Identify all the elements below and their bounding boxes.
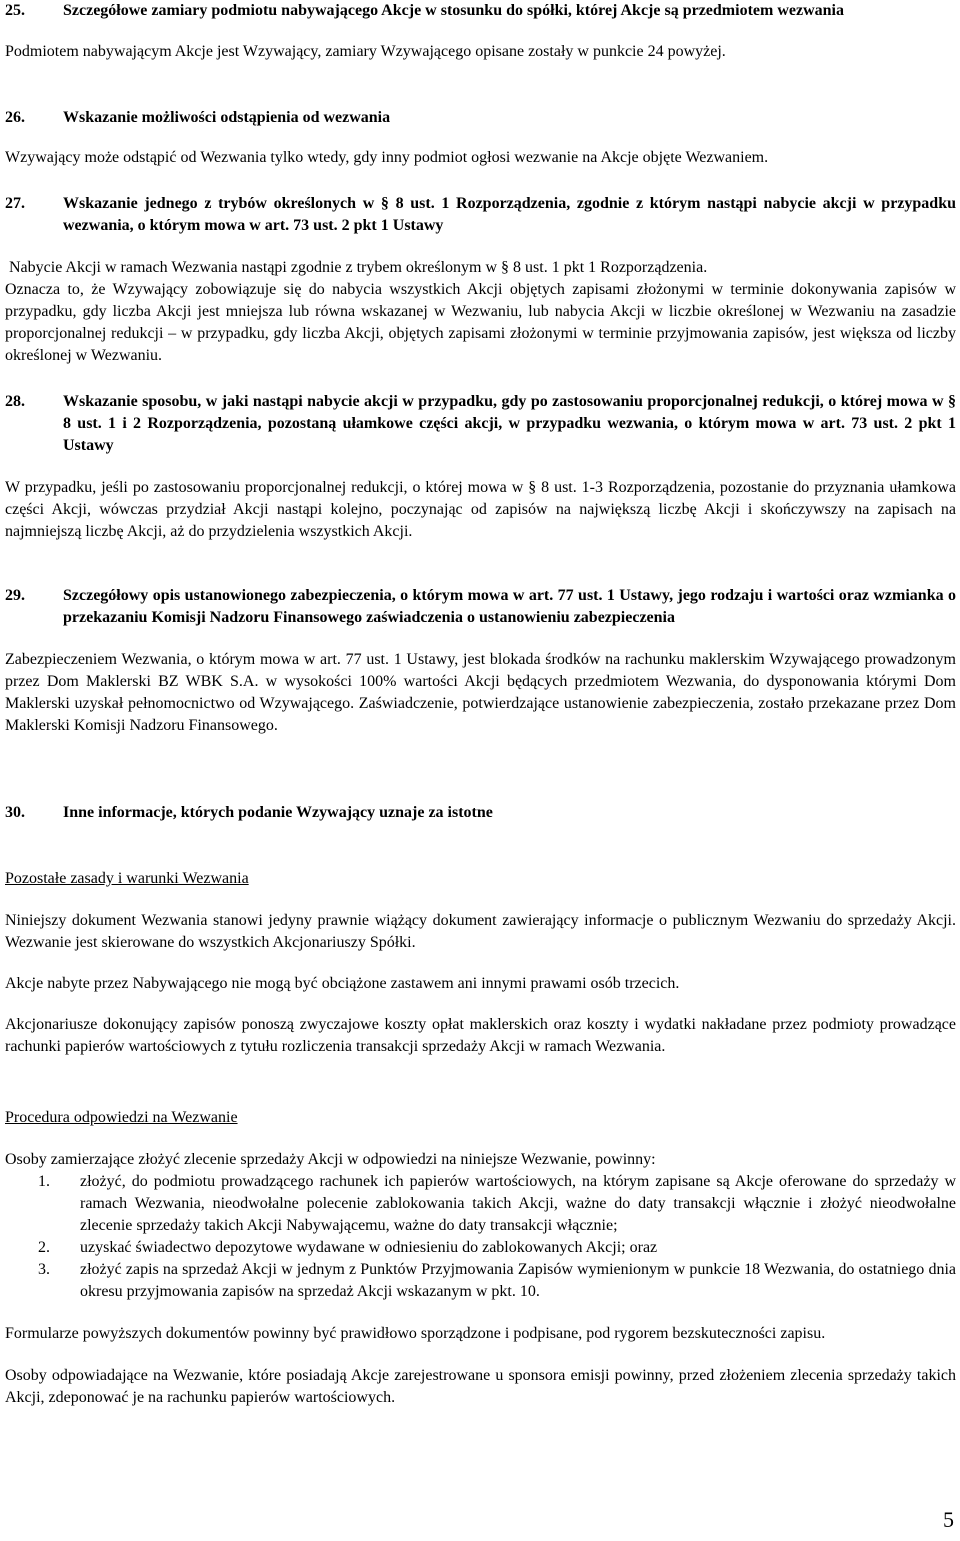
procedure-paragraph: Osoby odpowiadające na Wezwanie, które posiadają Akcje zarejestrowane u sponsora emisji powinny, przed złożeniem zlecenia sprzedaży takich Akcji, zdeponować je na rachunku papierów wartościowych. <box>5 1367 956 1406</box>
list-item-text: złożyć zapis na sprzedaż Akcji w jednym z Punktów Przyjmowania Zapisów wymienionym w punkcie 18 Wezwania, do ostatniego dnia okresu przyjmowania zapisów na sprzedaż Akcji wskazanym w pkt. 10. <box>80 1261 956 1300</box>
procedure <box>5 1107 956 1409</box>
section-28-body: W przypadku, jeśli po zastosowaniu proporcjonalnej redukcji, o której mowa w § 8 ust. 1-3 Rozporządzenia, pozostanie do przyznania ułamkowa części Akcji, wówczas przydział Akcji nastąpi kolejno, poczynając od zapisów na największą liczbę Akcji i skończywszy na zapisach na najmniejszą liczbę Akcji, aż do przydzielenia wszystkich Akcji. <box>5 479 956 540</box>
section-number: 28. <box>5 393 25 410</box>
other-terms-paragraph: Akcje nabyte przez Nabywającego nie mogą być obciążone zastawem ani innymi prawami osób trzecich. <box>5 975 680 992</box>
other-terms-paragraph: Akcjonariusze dokonujący zapisów ponoszą zwyczajowe koszty opłat maklerskich oraz koszty i wydatki nakładane przez podmioty prowadzące rachunki papierów wartościowych z tytułu rozliczenia transakcji sprzedaży Akcji w ramach Wezwania. <box>5 1016 956 1055</box>
section-title: Wskazanie sposobu, w jaki nastąpi nabycie akcji w przypadku, gdy po zastosowaniu proporcjonalnej redukcji, o której mowa w § 8 ust. 1 i 2 Rozporządzenia, pozostaną ułamkowe części akcji, w przypadku wezwania, o którym mowa w art. 73 ust. 2 pkt 1 Ustawy <box>63 393 956 454</box>
section-27-body: Oznacza to, że Wzywający zobowiązuje się do nabycia wszystkich Akcji objętych zapisami złożonymi w terminie dokonywania zapisów w przypadku, gdy liczba Akcji jest mniejsza lub równa wskazanej w Wezwaniu, lub nabycia Akcji w liczbie określonej w Wezwaniu na zasadzie proporcjonalnej redukcji – w przypadku, gdy liczba Akcji, objętych zapisami złożonymi w terminie przyjmowania zapisów, jest większa od liczby określonej w Wezwaniu. <box>5 281 956 364</box>
section-title: Inne informacje, których podanie Wzywający uznaje za istotne <box>63 804 493 821</box>
section-28 <box>5 391 956 543</box>
section-title: Szczegółowy opis ustanowionego zabezpieczenia, o którym mowa w art. 77 ust. 1 Ustawy, jego rodzaju i wartości oraz wzmianka o przekazaniu Komisji Nadzoru Finansowego zaświadczenia o ustanowieniu zabezpieczenia <box>63 587 956 626</box>
section-29-body: Zabezpieczeniem Wezwania, o którym mowa w art. 77 ust. 1 Ustawy, jest blokada środków na rachunku maklerskim Wzywającego prowadzonym przez Dom Maklerski BZ WBK S.A. w wysokości 100% wartości Akcji będących przedmiotem Wezwania, do dysponowania którymi Dom Maklerski uzyskał pełnomocnictwo od Wzywającego. Zaświadczenie, potwierdzające ustanowienie zabezpieczenia, zostało przekazane przez Dom Maklerski Komisji Nadzoru Finansowego. <box>5 651 956 734</box>
list-item-text: uzyskać świadectwo depozytowe wydawane w odniesieniu do zablokowanych Akcji; oraz <box>80 1239 658 1256</box>
section-25-heading <box>5 0 956 22</box>
section-25 <box>5 0 956 63</box>
section-number: 29. <box>5 587 25 604</box>
section-26-heading <box>5 107 956 129</box>
section-27 <box>5 193 956 367</box>
list-item-number: 2. <box>38 1239 50 1256</box>
procedure-list <box>5 1171 956 1303</box>
list-item <box>5 1171 956 1237</box>
section-26-body: Wzywający może odstąpić od Wezwania tylko wtedy, gdy inny podmiot ogłosi wezwanie na Akcje objęte Wezwaniem. <box>5 149 769 166</box>
other-terms <box>5 868 956 1058</box>
section-title: Wskazanie jednego z trybów określonych w § 8 ust. 1 Rozporządzenia, zgodnie z którym nastąpi nabycie akcji w przypadku wezwania, o którym mowa w art. 73 ust. 2 pkt 1 Ustawy <box>63 195 956 234</box>
section-28-heading <box>5 391 956 457</box>
section-title: Wskazanie możliwości odstąpienia od wezwania <box>63 109 391 126</box>
section-number: 26. <box>5 109 25 126</box>
section-26 <box>5 107 956 169</box>
page-number: 5 <box>943 1507 954 1532</box>
other-terms-heading: Pozostałe zasady i warunki Wezwania <box>5 870 249 887</box>
list-item <box>5 1237 956 1259</box>
section-25-body: Podmiotem nabywającym Akcje jest Wzywający, zamiary Wzywającego opisane zostały w punkcie 24 powyżej. <box>5 43 726 60</box>
list-item <box>5 1259 956 1303</box>
section-30 <box>5 802 956 824</box>
section-number: 25. <box>5 2 25 19</box>
section-29 <box>5 585 956 737</box>
section-27-heading <box>5 193 956 237</box>
section-title: Szczegółowe zamiary podmiotu nabywającego Akcje w stosunku do spółki, której Akcje są przedmiotem wezwania <box>63 2 844 19</box>
procedure-heading: Procedura odpowiedzi na Wezwanie <box>5 1109 238 1126</box>
procedure-intro: Osoby zamierzające złożyć zlecenie sprzedaży Akcji w odpowiedzi na niniejsze Wezwanie, powinny: <box>5 1151 656 1168</box>
other-terms-paragraph: Niniejszy dokument Wezwania stanowi jedyny prawnie wiążący dokument zawierający informacje o publicznym Wezwaniu do sprzedaży Akcji. Wezwanie jest skierowane do wszystkich Akcjonariuszy Spółki. <box>5 912 956 951</box>
section-27-body-line1: Nabycie Akcji w ramach Wezwania nastąpi zgodnie z trybem określonym w § 8 ust. 1 pkt 1 Rozporządzenia. <box>9 259 708 276</box>
list-item-number: 1. <box>38 1173 50 1190</box>
procedure-paragraph: Formularze powyższych dokumentów powinny być prawidłowo sporządzone i podpisane, pod rygorem bezskuteczności zapisu. <box>5 1325 826 1342</box>
section-number: 30. <box>5 804 25 821</box>
section-29-heading <box>5 585 956 629</box>
section-number: 27. <box>5 195 25 212</box>
section-30-heading <box>5 802 956 824</box>
list-item-text: złożyć, do podmiotu prowadzącego rachunek ich papierów wartościowych, na którym zapisane są Akcje oferowane do sprzedaży w ramach Wezwania, nieodwołalne polecenie zablokowania takich Akcji, ważne do daty transakcji włącznie i złożyć nieodwołalne zlecenie sprzedaży takich Akcji Nabywającemu, ważne do daty transakcji włącznie; <box>80 1173 956 1234</box>
list-item-number: 3. <box>38 1261 50 1278</box>
